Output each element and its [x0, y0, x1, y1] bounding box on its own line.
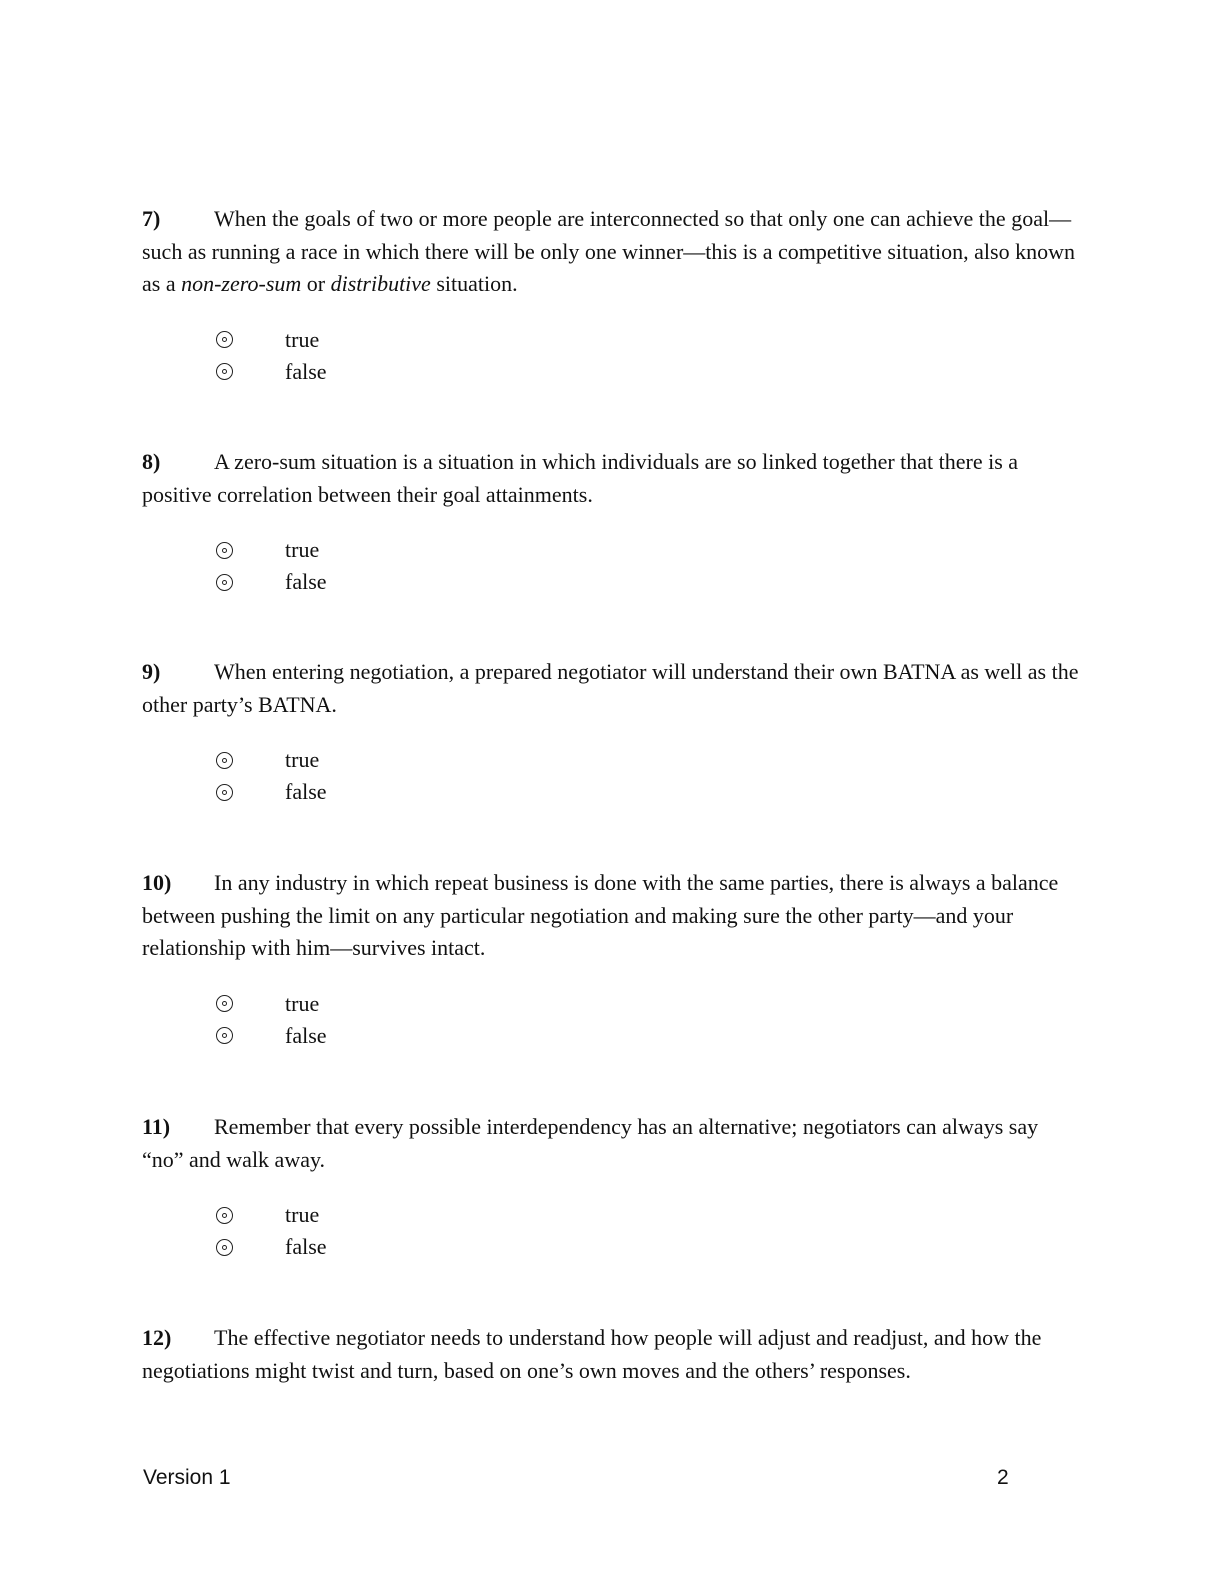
option-label: true [285, 747, 320, 772]
question-12 [142, 1322, 1082, 1387]
question-text: 8) A zero-sum situation is a situation in which individuals are so linked together that there is a positive correlation between their goal attainments. [142, 446, 1082, 511]
question-number: 8) [142, 449, 161, 474]
question-8 [142, 446, 1082, 598]
radio-icon[interactable] [216, 331, 233, 348]
option-true[interactable] [216, 1199, 1082, 1231]
option-label: false [285, 1022, 327, 1048]
radio-icon[interactable] [216, 574, 233, 591]
option-false[interactable] [216, 1231, 1082, 1263]
option-label: true [285, 990, 320, 1016]
option-label: false [285, 1234, 327, 1259]
question-9 [142, 656, 1082, 808]
question-text: 10) In any industry in which repeat business is done with the same parties, there is always a balance between pushing the limit on any particular negotiation and making sure the other party—and your relationship with him—survives intact. [142, 867, 1082, 965]
option-false[interactable] [216, 1020, 1082, 1052]
radio-icon[interactable] [216, 1027, 233, 1044]
question-text: 7) When the goals of two or more people are interconnected so that only one can achieve the goal—such as running a race in which there will be only one winner—this is a competitive situation, also known as a non-zero-sum or distributive situation. [142, 203, 1082, 301]
option-true[interactable] [216, 324, 1082, 356]
answer-options [216, 744, 1082, 808]
radio-icon[interactable] [216, 363, 233, 380]
radio-icon[interactable] [216, 784, 233, 801]
answer-options [216, 988, 1082, 1052]
option-label: false [285, 779, 327, 804]
option-label: false [285, 358, 327, 384]
radio-icon[interactable] [216, 752, 233, 769]
option-false[interactable] [216, 566, 1082, 598]
option-true[interactable] [216, 744, 1082, 776]
question-text: 9) When entering negotiation, a prepared negotiator will understand their own BATNA as well as the other party’s BATNA. [142, 656, 1082, 721]
question-10 [142, 867, 1082, 1052]
radio-icon[interactable] [216, 995, 233, 1012]
radio-icon[interactable] [216, 1239, 233, 1256]
question-number: 9) [142, 659, 161, 684]
question-number: 11) [142, 1114, 171, 1139]
option-label: true [285, 537, 320, 562]
italic-term: non-zero-sum [181, 271, 302, 296]
option-false[interactable] [216, 776, 1082, 808]
answer-options [216, 1199, 1082, 1263]
radio-icon[interactable] [216, 1207, 233, 1224]
question-number: 10) [142, 870, 172, 895]
option-label: true [285, 1202, 320, 1227]
answer-options [216, 534, 1082, 598]
option-label: false [285, 569, 327, 594]
question-7 [142, 203, 1082, 388]
footer-page-number: 2 [997, 1466, 1009, 1489]
footer-version: Version 1 [143, 1466, 231, 1489]
question-text: 12) The effective negotiator needs to understand how people will adjust and readjust, and how the negotiations might twist and turn, based on one’s own moves and the others’ responses. [142, 1322, 1082, 1387]
option-false[interactable] [216, 356, 1082, 388]
option-label: true [285, 326, 320, 352]
italic-term: distributive [330, 271, 431, 296]
question-11 [142, 1111, 1082, 1263]
radio-icon[interactable] [216, 542, 233, 559]
question-text: 11) Remember that every possible interdependency has an alternative; negotiators can always say “no” and walk away. [142, 1111, 1082, 1176]
question-number: 7) [142, 206, 161, 231]
question-number: 12) [142, 1325, 172, 1350]
option-true[interactable] [216, 534, 1082, 566]
answer-options [216, 324, 1082, 388]
option-true[interactable] [216, 988, 1082, 1020]
